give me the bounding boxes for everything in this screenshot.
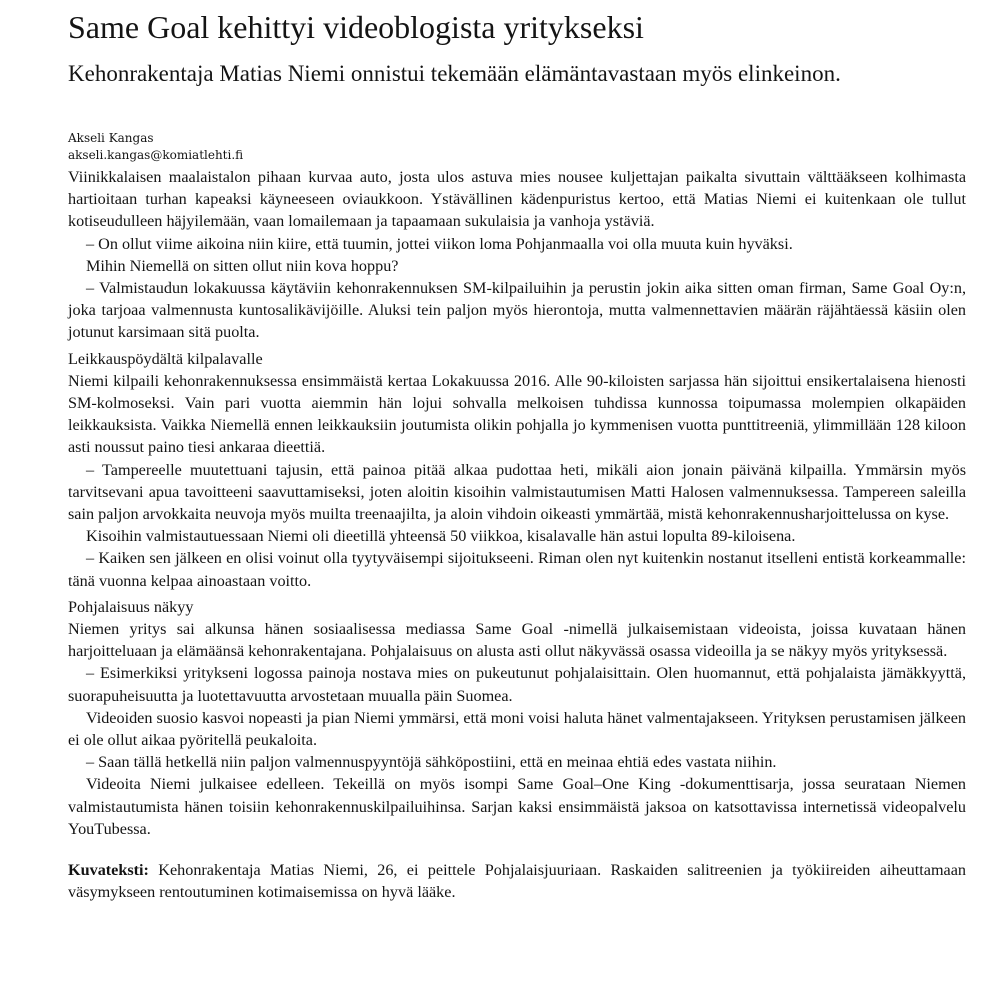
article-body: [68, 166, 966, 840]
image-caption: [68, 859, 966, 903]
paragraph: Niemi kilpaili kehonrakennuksessa ensimmäistä kertaa Lokakuussa 2016. Alle 90-kiloisten sarjassa hän sijoittui ensikertalaisena hienosti SM-kolmoseksi. Vain pari vuotta aiemmin hän lojui sohvalla melkoisen tuhdissa kunnossa toipumassa molempien olkapäiden leikkauksista. Vaikka Niemellä ennen leikkauksiin joutumista olikin pohjalla jo kymmenisen vuotta punttitreeniä, ylimmillään 128 kiloon asti noussut paino tiesi ankaraa dieettiä.: [68, 371, 966, 457]
paragraph: – Kaiken sen jälkeen en olisi voinut olla tyytyväisempi sijoitukseeni. Riman olen nyt kuitenkin nostanut itselleni entistä korkeammalle: tänä vuonna kelpaa ainoastaan voitto.: [68, 549, 966, 590]
byline: [68, 130, 966, 164]
paragraph: – Valmistaudun lokakuussa käytäviin kehonrakennuksen SM-kilpailuihin ja perustin jokin aika sitten oman firman, Same Goal Oy:n, joka tarjoaa valmennusta kuntosalikävijöille. Aluksi tein paljon myös hierontoja, mutta valmennettavien määrän räjähtäessä käsiin olen jotunut karsimaan sitä puolta.: [68, 279, 966, 342]
paragraph: – Tampereelle muutettuani tajusin, että painoa pitää alkaa pudottaa heti, mikäli aion jonain päivänä kilpailla. Ymmärsin myös tarvitsevani apua tavoitteeni saavuttamiseksi, joten aloitin kisoihin valmistautumisen Matti Halosen valmennuksessa. Tampereen saleilla sain paljon arvokkaita neuvoja myös muilta treenaajilta, ja aloin vihdoin oikeasti ymmärtää, mistä kehonrakennusharjoittelussa on kyse.: [68, 460, 966, 524]
paragraph: Mihin Niemellä on sitten ollut niin kova hoppu?: [86, 256, 399, 275]
caption-text: Kehonrakentaja Matias Niemi, 26, ei peittele Pohjalaisjuuriaan. Raskaiden salitreenien ja työkiireiden aiheuttamaan väsymykseen rentoutuminen kotimaisemissa on hyvä lääke.: [68, 861, 966, 902]
paragraph: – On ollut viime aikoina niin kiire, että tuumin, jottei viikon loma Pohjanmaalla voi olla muuta kuin hyväksi.: [86, 234, 793, 253]
paragraph: – Esimerkiksi yritykseni logossa painoja nostava mies on pukeutunut pohjalaisittain. Olen huomannut, että pohjalaista jämäkkyyttä, suorapuheisuutta ja luotettavuutta arvostetaan muualla päin Suomea.: [68, 664, 966, 705]
paragraph: – Saan tällä hetkellä niin paljon valmennuspyyntöjä sähköpostiini, että en meinaa ehtiä edes vastata niihin.: [86, 753, 777, 772]
section-heading: Pohjalaisuus näkyy: [68, 597, 194, 616]
section-heading: Leikkauspöydältä kilpalavalle: [68, 349, 263, 368]
caption-label: Kuvateksti:: [68, 861, 149, 880]
author-name: Akseli Kangas: [68, 131, 154, 145]
paragraph: Videoita Niemi julkaisee edelleen. Tekeillä on myös isompi Same Goal–One King -dokumenttisarja, jossa seurataan Niemen valmistautumista hänen toisiin kehonrakennuskilpailuihinsa. Sarjan kaksi ensimmäistä jaksoa on katsottavissa internetissä videopalvelu YouTubessa.: [68, 775, 966, 838]
paragraph: Videoiden suosio kasvoi nopeasti ja pian Niemi ymmärsi, että moni voisi haluta hänet valmentajakseen. Yrityksen perustamisen jälkeen ei ole ollut aikaa pyöritellä peukaloita.: [68, 708, 966, 750]
paragraph: Viinikkalaisen maalaistalon pihaan kurvaa auto, josta ulos astuva mies nousee kuljettajan paikalta sivuttain välttääkseen kolhimasta hartioitaan turhan kapeaksi käyneeseen oviaukkoon. Ystävällinen kädenpuristus kertoo, että Matias Niemi ei kuitenkaan ole tullut kotiseudulleen häjyilemään, vaan lomailemaan ja tapaamaan sukulaisia ja vanhoja ystäviä.: [68, 168, 966, 231]
author-email: akseli.kangas@komiatlehti.fi: [68, 148, 244, 162]
paragraph: Kisoihin valmistautuessaan Niemi oli dieetillä yhteensä 50 viikkoa, kisalavalle hän astui lopulta 89-kiloisena.: [86, 527, 796, 546]
article-title: Same Goal kehittyi videoblogista yritykseksi: [68, 9, 644, 45]
paragraph: Niemen yritys sai alkunsa hänen sosiaalisessa mediassa Same Goal -nimellä julkaisemistaan videoista, joissa kuvataan hänen harjoitteluaan ja elämäänsä kehonrakentajana. Pohjalaisuus on alusta asti ollut näkyvässä osassa videoilla ja se näkyy myös yrityksessä.: [68, 620, 966, 661]
article-subtitle: Kehonrakentaja Matias Niemi onnistui tekemään elämäntavastaan myös elinkeinon.: [68, 61, 841, 86]
